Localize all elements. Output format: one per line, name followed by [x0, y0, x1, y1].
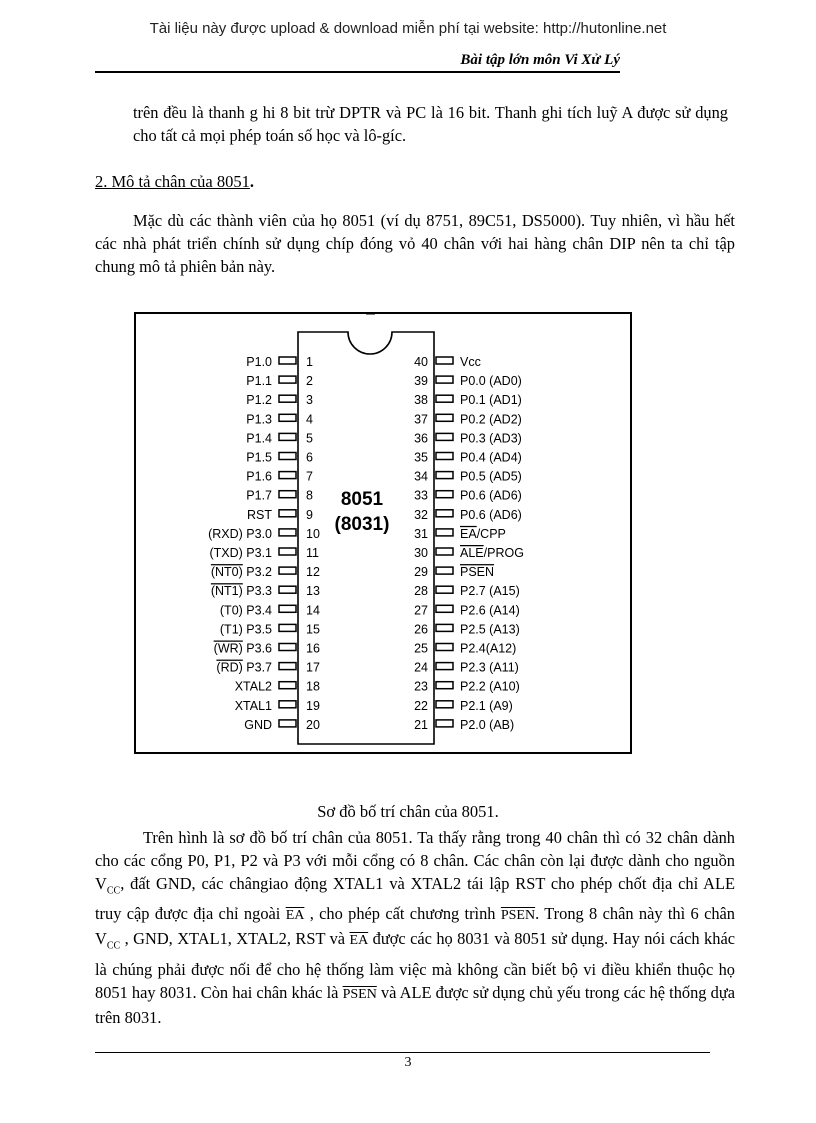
left-pin-lead: [279, 701, 296, 708]
right-pin-lead: [436, 624, 453, 631]
right-pin-lead: [436, 529, 453, 536]
section-heading-text: 2. Mô tả chân của 8051: [95, 172, 250, 191]
left-pin-label: RST: [247, 507, 272, 522]
left-pin-label: P1.7: [246, 488, 272, 503]
left-pin-number: 8: [306, 488, 313, 503]
right-pin-lead: [436, 644, 453, 651]
right-pin-lead: [436, 605, 453, 612]
chip-name: 8051: [340, 489, 384, 510]
left-pin-label: (T1) P3.5: [219, 622, 272, 637]
left-pin-number: 14: [306, 603, 320, 618]
right-pin-lead: [436, 510, 453, 517]
left-pin-number: 4: [306, 412, 313, 427]
left-pin-number: 10: [306, 526, 320, 541]
chip-alt-name: (8031): [334, 514, 390, 535]
download-banner: Tài liệu này được upload & download miễn phí tại website: http://hutonline.net: [149, 20, 667, 37]
right-pin-lead: [436, 548, 453, 555]
psen-signal-overline-2: PSEN: [342, 986, 377, 1002]
left-pin-number: 6: [306, 450, 313, 465]
left-pin-label: (RD) P3.7: [216, 660, 272, 675]
right-pin-lead: [436, 586, 453, 593]
right-pin-lead: [436, 453, 453, 460]
right-pin-number: 30: [414, 546, 428, 560]
left-pin-number: 18: [306, 679, 320, 694]
paragraph-intro: trên đều là thanh g hi 8 bit trừ DPTR và PC là 16 bit. Thanh ghi tích luỹ A được sử dụng cho tất cả mọi phép toán số học và lô-gíc.: [133, 103, 728, 145]
psen-signal-overline: PSEN: [500, 908, 536, 924]
left-pin-lead: [279, 586, 296, 593]
right-pin-label: P2.7 (A15): [460, 584, 520, 599]
right-pin-lead: [436, 491, 453, 498]
right-pin-label: P2.1 (A9): [460, 698, 513, 713]
section-heading-period: .: [249, 172, 254, 191]
right-pin-number: 25: [414, 641, 428, 656]
ea-signal-overline-2: $\overline{EA}$: [349, 933, 369, 949]
left-pin-number: 15: [306, 622, 320, 637]
right-pin-number: 36: [414, 431, 428, 446]
left-pin-number: 2: [306, 374, 313, 389]
right-pin-label: P0.6 (AD6): [460, 488, 522, 503]
right-pin-lead: [436, 433, 453, 440]
right-pin-label: P2.6 (A14): [460, 603, 520, 618]
left-pin-number: 5: [306, 431, 313, 446]
right-pin-lead: [436, 682, 453, 689]
left-pin-label: (TXD) P3.1: [209, 546, 272, 560]
right-pin-label: P0.5 (AD5): [460, 469, 522, 484]
footer-rule: [95, 1052, 710, 1053]
right-pin-number: 40: [414, 355, 428, 369]
right-pin-label: P0.3 (AD3): [460, 431, 522, 446]
right-pin-label: P0.1 (AD1): [460, 393, 522, 408]
left-pin-lead: [279, 357, 296, 364]
right-pin-lead: [436, 414, 453, 421]
left-pin-lead: [279, 510, 296, 517]
left-pin-lead: [279, 720, 296, 727]
right-pin-number: 21: [414, 717, 428, 732]
left-pin-lead: [279, 644, 296, 651]
paragraph-pin-explanation: Trên hình là sơ đồ bố trí chân của 8051. Ta thấy rằng trong 40 chân thì có 32 chân dành cho các cổng P0, P1, P2 và P3 với mỗi cổng có 8 chân. Các chân còn lại được dành cho nguồn $V_{CC}$, đất GND, các chângiao động XTAL1 và XTAL2 tái lập RST cho phép chốt địa chỉ ALE truy cập được địa chỉ ngoài $\overline{EA}$ , cho phép cất chương trình PSEN. Trong 8 chân này thì 6 chân $V_{CC}$ , GND, XTAL1, XTAL2, RST và $\overline{EA}$ được các họ 8031 và 8051 sử dụng. Hay nói cách khác là chúng phải được nối để cho hệ thống làm việc mà không cần biết bộ vi điều khiển thuộc họ 8051 hay 8031. Còn hai chân khác là PSEN và ALE được sử dụng chủ yếu trong các hệ thống dựa trên 8031.: [95, 828, 736, 1027]
left-pin-lead: [279, 491, 296, 498]
left-pin-lead: [279, 529, 296, 536]
left-pin-label: (T0) P3.4: [219, 603, 272, 618]
left-pin-label: (WR) P3.6: [213, 641, 272, 656]
left-pin-label: (NT0) P3.2: [210, 565, 272, 580]
right-pin-number: 29: [414, 565, 428, 580]
left-pin-number: 13: [306, 584, 320, 599]
right-pin-label: PSEN: [460, 565, 495, 580]
right-pin-label: P2.4(A12): [460, 641, 517, 656]
left-pin-lead: [279, 453, 296, 460]
right-pin-number: 35: [414, 450, 428, 465]
right-pin-label: P0.4 (AD4): [460, 450, 522, 465]
left-pin-label: P1.6: [246, 469, 272, 484]
right-pin-number: 34: [414, 469, 428, 484]
right-pin-number: 38: [414, 393, 428, 408]
right-pin-number: 27: [414, 603, 428, 618]
left-pin-number: 7: [306, 469, 313, 484]
left-pin-label: P1.4: [246, 431, 272, 446]
course-title: Bài tập lớn môn Vi Xử Lý: [460, 52, 620, 68]
left-pin-lead: [279, 548, 296, 555]
right-pin-number: 23: [414, 679, 428, 694]
left-pin-lead: [279, 376, 296, 383]
right-pin-lead: [436, 701, 453, 708]
left-pin-number: 1: [306, 355, 313, 369]
right-pin-lead: [436, 567, 453, 574]
left-pin-lead: [279, 472, 296, 479]
left-pin-number: 11: [306, 546, 319, 560]
left-pin-label: P1.1: [246, 374, 272, 389]
right-pin-lead: [436, 720, 453, 727]
right-pin-lead: [436, 663, 453, 670]
page-number: 3: [404, 1055, 412, 1070]
left-pin-number: 16: [306, 641, 320, 656]
right-pin-label: P2.2 (A10): [460, 679, 520, 694]
right-pin-label: P2.5 (A13): [460, 622, 520, 637]
right-pin-number: 26: [414, 622, 428, 637]
right-pin-number: 22: [414, 698, 428, 713]
left-pin-number: 12: [306, 565, 320, 580]
right-pin-number: 28: [414, 584, 428, 599]
right-pin-label: P2.0 (AB): [460, 717, 515, 732]
right-pin-number: 24: [414, 660, 428, 675]
left-pin-number: 9: [306, 507, 313, 522]
right-pin-number: 33: [414, 488, 428, 503]
left-pin-label: (NT1) P3.3: [210, 584, 272, 599]
left-pin-lead: [279, 395, 296, 402]
left-pin-lead: [279, 663, 296, 670]
right-pin-label: ALE/PROG: [460, 546, 524, 560]
left-pin-label: P1.0: [246, 355, 272, 369]
left-pin-number: 19: [306, 698, 320, 713]
paragraph-description: Mặc dù các thành viên của họ 8051 (ví dụ 8751, 89C51, DS5000). Tuy nhiên, vì hầu hết các nhà phát triển chính sử dụng chíp đóng vỏ 40 chân với hai hàng chân DIP nên ta chỉ tập chung mô tả phiên bản này.: [95, 211, 735, 276]
right-pin-label: EA/CPP: [460, 526, 506, 541]
left-pin-label: P1.3: [246, 412, 272, 427]
left-pin-label: P1.5: [246, 450, 272, 465]
left-pin-label: (RXD) P3.0: [208, 526, 272, 541]
left-pin-lead: [279, 567, 296, 574]
right-pin-number: 32: [414, 507, 428, 522]
right-pin-label: P0.2 (AD2): [460, 412, 522, 427]
figure-caption: Sơ đồ bố trí chân của 8051.: [317, 802, 499, 821]
left-pin-number: 3: [306, 393, 313, 408]
left-pin-lead: [279, 605, 296, 612]
left-pin-lead: [279, 414, 296, 421]
left-pin-label: XTAL2: [234, 679, 272, 694]
right-pin-number: 39: [414, 374, 428, 389]
left-pin-label: GND: [244, 717, 272, 732]
right-pin-number: 31: [414, 526, 428, 541]
left-pin-number: 20: [306, 717, 320, 732]
left-pin-number: 17: [306, 660, 320, 675]
ea-signal-overline: $\overline{EA}$: [285, 908, 305, 924]
right-pin-label: P0.0 (AD0): [460, 374, 522, 389]
right-pin-lead: [436, 472, 453, 479]
left-pin-label: P1.2: [246, 393, 272, 408]
right-pin-lead: [436, 376, 453, 383]
left-pin-lead: [279, 682, 296, 689]
left-pin-lead: [279, 433, 296, 440]
right-pin-label: P2.3 (A11): [460, 660, 519, 675]
right-pin-label: P0.6 (AD6): [460, 507, 522, 522]
left-pin-label: XTAL1: [234, 698, 272, 713]
left-pin-lead: [279, 624, 296, 631]
right-pin-number: 37: [414, 412, 428, 427]
right-pin-label: Vcc: [460, 355, 481, 369]
right-pin-lead: [436, 395, 453, 402]
right-pin-lead: [436, 357, 453, 364]
